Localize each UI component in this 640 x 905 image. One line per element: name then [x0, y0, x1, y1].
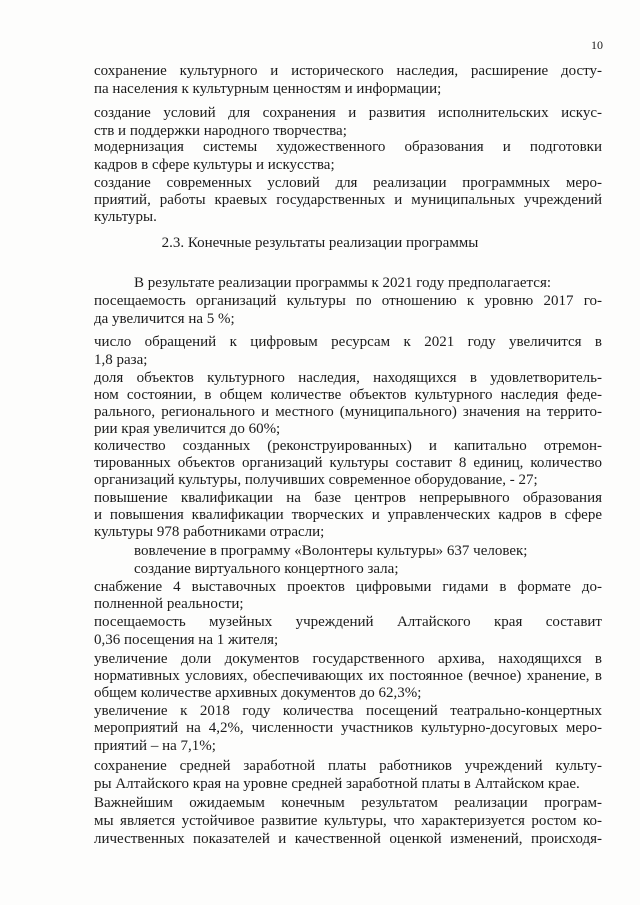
text-line: Важнейшим ожидаемым конечным результатом реализации програм-: [94, 795, 602, 811]
text-line: рии края увеличится до 60%;: [94, 421, 281, 437]
text-line: посещаемость музейных учреждений Алтайского края составит: [94, 614, 602, 630]
text-line: да увеличится на 5 %;: [94, 311, 235, 327]
text-line: общем количестве архивных документов до 62,3%;: [94, 685, 422, 701]
text-line: сохранение средней заработной платы работников учреждений культу-: [94, 758, 602, 774]
text-line: сохранение культурного и исторического наследия, расширение досту-: [94, 63, 602, 79]
text-line: посещаемость организаций культуры по отношению к уровню 2017 го-: [94, 293, 602, 309]
text-line: культуры 978 работниками отрасли;: [94, 524, 325, 540]
text-line: В результате реализации программы к 2021 году предполагается:: [134, 275, 552, 291]
text-line: снабжение 4 выставочных проектов цифровыми гидами в формате до-: [94, 579, 602, 595]
text-line: ном состоянии, в общем количестве объектов культурного наследия феде-: [94, 387, 602, 403]
text-line: культуры.: [94, 209, 157, 225]
text-line: кадров в сфере культуры и искусства;: [94, 157, 335, 173]
text-line: число обращений к цифровым ресурсам к 2021 году увеличится в: [94, 334, 602, 350]
text-line: вовлечение в программу «Волонтеры культуры» 637 человек;: [134, 543, 528, 559]
text-line: создание условий для сохранения и развития исполнительских искус-: [94, 105, 602, 121]
text-line: мы является устойчивое развитие культуры, что характеризуется ростом ко-: [94, 813, 602, 829]
text-line: создание современных условий для реализации программных меро-: [94, 175, 602, 191]
text-line: 1,8 раза;: [94, 352, 148, 368]
text-line: приятий – на 7,1%;: [94, 738, 216, 754]
text-line: создание виртуального концертного зала;: [134, 561, 399, 577]
section-title: 2.3. Конечные результаты реализации программы: [161, 235, 479, 251]
text-line: ств и поддержки народного творчества;: [94, 123, 347, 139]
text-line: па населения к культурным ценностям и информации;: [94, 81, 442, 97]
text-line: полненной реальности;: [94, 596, 244, 612]
text-line: модернизация системы художественного образования и подготовки: [94, 139, 602, 155]
text-line: увеличение доли документов государственного архива, находящихся в: [94, 651, 602, 667]
text-line: 0,36 посещения на 1 жителя;: [94, 632, 279, 648]
text-line: количество созданных (реконструированных) и капитально отремон-: [94, 438, 602, 454]
text-line: и повышения квалификации творческих и управленческих кадров в сфере: [94, 507, 602, 523]
text-line: доля объектов культурного наследия, находящихся в удовлетворитель-: [94, 370, 602, 386]
text-line: увеличение к 2018 году количества посещений театрально-концертных: [94, 703, 602, 719]
text-line: нормативных условиях, обеспечивающих их постоянное (вечное) хранение, в: [94, 668, 602, 684]
text-line: организаций культуры, получивших современное оборудование, - 27;: [94, 472, 538, 488]
text-line: рального, регионального и местного (муниципального) значения на террито-: [94, 404, 602, 420]
page-number: 10: [591, 38, 603, 52]
text-line: приятий, работы краевых государственных и муниципальных учреждений: [94, 192, 602, 208]
text-line: повышение квалификации на базе центров непрерывного образования: [94, 490, 602, 506]
text-line: тированных объектов организаций культуры составит 8 единиц, количество: [94, 455, 602, 471]
text-line: мероприятий на 4,2%, численности участников культурно-досуговых меро-: [94, 720, 602, 736]
text-line: ры Алтайского края на уровне средней заработной платы в Алтайском крае.: [94, 776, 580, 792]
text-line: личественных показателей и качественной оценкой изменений, происходя-: [94, 831, 602, 847]
